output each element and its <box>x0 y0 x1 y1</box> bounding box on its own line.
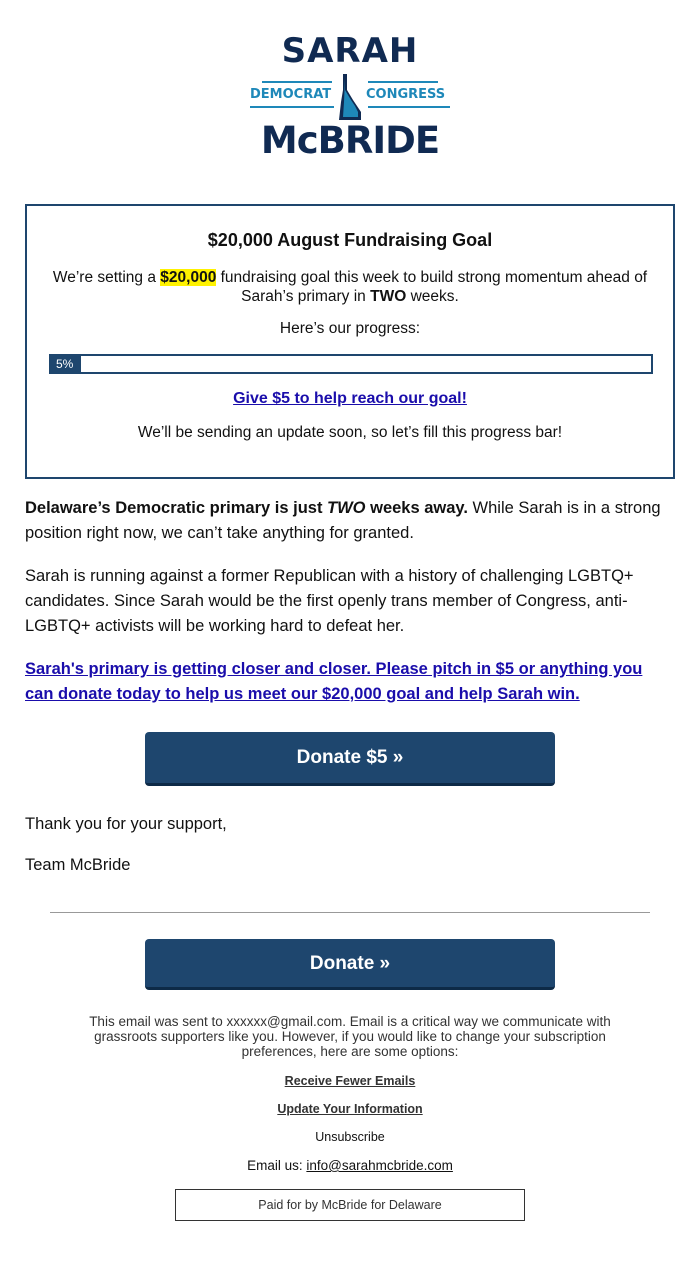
donate-appeal-link[interactable]: Sarah's primary is getting closer and closer. Please pitch in $5 or anything you can donate today to help us meet our $20,000 goal and help Sarah win. <box>25 660 643 703</box>
unsubscribe-link[interactable]: Unsubscribe <box>315 1130 385 1144</box>
progress-bar <box>49 354 653 374</box>
progress-label: Here’s our progress: <box>279 320 421 337</box>
receive-fewer-emails-link[interactable]: Receive Fewer Emails <box>284 1074 416 1088</box>
goal-intro: We’re setting a $20,000 fundraising goal this week to build strong momentum ahead of Sarah’s primary in TWO weeks. <box>52 269 648 305</box>
give-5-link[interactable]: Give $5 to help reach our goal! <box>233 390 467 407</box>
logo-first-name: SARAH <box>281 31 419 71</box>
progress-bar-fill: 5% <box>51 356 81 372</box>
campaign-logo <box>248 32 452 162</box>
logo-last-name: McBRIDE <box>260 119 440 162</box>
goal-update-text: We’ll be sending an update soon, so let’s fill this progress bar! <box>137 424 563 441</box>
logo-divider-right-top <box>368 81 438 83</box>
donate-5-button[interactable]: Donate $5 » <box>145 732 555 786</box>
divider <box>50 912 650 913</box>
goal-title: $20,000 August Fundraising Goal <box>207 230 493 250</box>
goal-amount-highlight: $20,000 <box>160 269 217 286</box>
delaware-state-icon <box>335 72 365 124</box>
contact-email-link[interactable]: info@sarahmcbride.com <box>306 1158 453 1173</box>
logo-divider-left-top <box>262 81 332 83</box>
paragraph-primary-away: Delaware’s Democratic primary is just TWO weeks away. While Sarah is in a strong position right now, we can’t take anything for granted. <box>25 499 661 542</box>
footer-notice: This email was sent to xxxxxx@gmail.com. Email is a critical way we communicate with grassroots supporters like you. However, if you would like to change your subscription preferences, here are some options: <box>89 1014 611 1059</box>
paid-for-disclaimer: Paid for by McBride for Delaware <box>175 1189 525 1221</box>
signoff-text: Team McBride <box>25 856 131 874</box>
logo-divider-right-bottom <box>368 106 450 108</box>
logo-office: CONGRESS <box>366 87 446 102</box>
logo-party: DEMOCRAT <box>250 87 332 102</box>
thanks-text: Thank you for your support, <box>25 815 227 833</box>
paragraph-opponent: Sarah is running against a former Republican with a history of challenging LGBTQ+ candidates. Since Sarah would be the first openly trans member of Congress, anti-LGBTQ+ activists will be working hard to defeat her. <box>25 567 634 635</box>
fundraising-goal-box <box>25 204 675 479</box>
update-information-link[interactable]: Update Your Information <box>277 1102 423 1116</box>
email-us-line: Email us: info@sarahmcbride.com <box>247 1158 453 1173</box>
donate-button[interactable]: Donate » <box>145 939 555 990</box>
logo-divider-left-bottom <box>250 106 334 108</box>
